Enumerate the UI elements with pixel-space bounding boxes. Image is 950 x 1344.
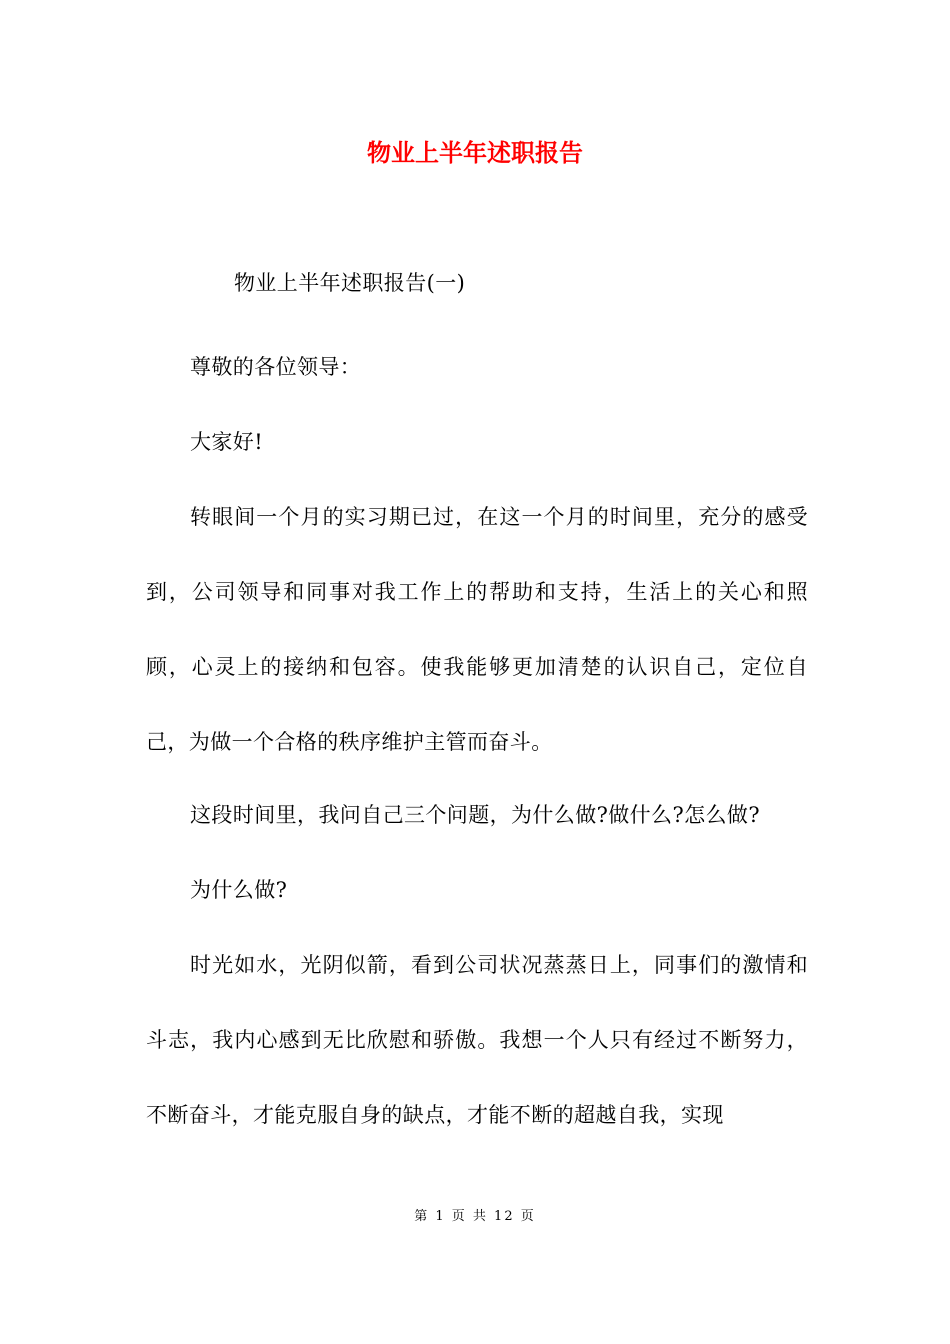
greeting: 大家好!	[190, 430, 264, 454]
body-paragraph: 为什么做?	[190, 878, 288, 902]
body-paragraph: 时光如水，光阴似箭，看到公司状况蒸蒸日上，同事们的激情和斗志，我内心感到无比欣慰和骄傲。我想一个人只有经过不断努力，不断奋斗，才能克服自身的缺点，才能不断的超越自我，实现	[146, 953, 808, 1127]
body-paragraph: 转眼间一个月的实习期已过，在这一个月的时间里，充分的感受到，公司领导和同事对我工作上的帮助和支持，生活上的关心和照顾，心灵上的接纳和包容。使我能够更加清楚的认识自己，定位自己，为做一个合格的秩序维护主管而奋斗。	[146, 505, 808, 754]
salutation: 尊敬的各位领导：	[190, 355, 362, 379]
body-paragraph: 这段时间里，我问自己三个问题，为什么做?做什么?怎么做?	[190, 803, 760, 827]
section-heading: 物业上半年述职报告(一)	[234, 271, 466, 295]
document-title: 物业上半年述职报告	[367, 138, 583, 167]
page-number-footer: 第 1 页 共 12 页	[414, 1209, 536, 1224]
